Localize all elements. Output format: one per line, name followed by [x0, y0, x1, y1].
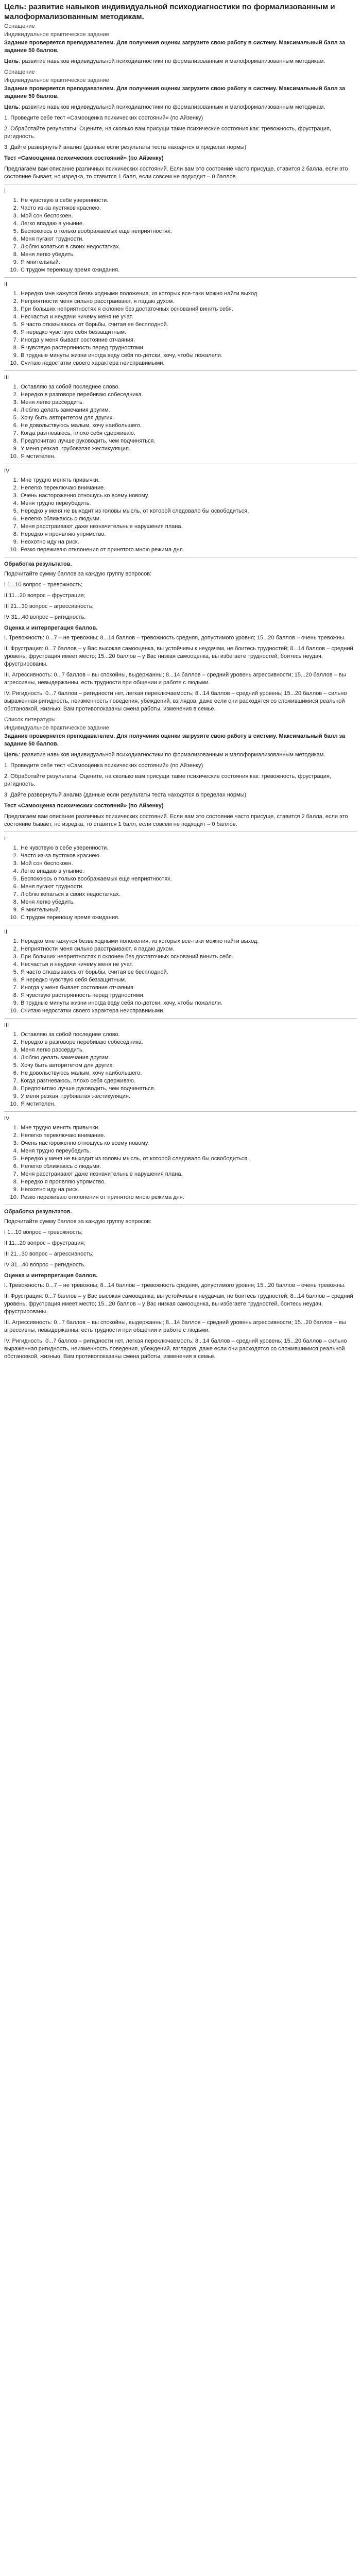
question-item: 9. У меня резкая, грубоватая жестикуляция.	[20, 1093, 357, 1100]
question-item: 1. Не чувствую в себе уверенности.	[20, 197, 357, 205]
question-list	[4, 197, 357, 274]
page-title: Цель: развитие навыков индивидуальной психодиагностики по формализованным и малоформализованным методикам.	[4, 3, 335, 21]
paragraph: 3. Дайте развернутый анализ (данные если результаты теста находятся в пределах нормы)	[4, 792, 247, 798]
meta-line: Индивидуальное практическое задание	[4, 77, 109, 83]
paragraph: IV. Ригидность: 0...7 баллов – ригидности нет, легкая переключаемость; 8...14 баллов – средний уровень; 15...20 баллов – сильно выраженная ригидность, неизменность поведения, убеждений, взглядов, даже если они расходятся со сложившимися реальной обстановкой, жизнью. Вам противопоказаны смена работы, изменения в семье.	[4, 1338, 347, 1360]
question-item: 3. Меня легко рассердить.	[20, 399, 357, 406]
question-item: 5. Беспокоюсь о только воображаемых еще неприятностях.	[20, 228, 357, 235]
group-numeral: IV	[4, 468, 10, 474]
meta-line: Индивидуальное практическое задание	[4, 725, 109, 731]
question-item: 3. При больших неприятностях я склонен без достаточных оснований винить себя.	[20, 953, 357, 961]
paragraph: 1. Проведите себе тест «Самооценка психических состояний» (по Айзенку)	[4, 115, 203, 121]
paragraph: 2. Обработайте результаты. Оцените, на сколько вам присущи такие психические состояния как: тревожность, фрустрация, ригидность.	[4, 126, 332, 140]
goal-paragraph	[4, 104, 357, 111]
paragraph: III. Агрессивность: 0...7 баллов – вы спокойны, выдержанны; 8...14 баллов – средний уровень агрессивности; 15...20 баллов – вы агрессивны, невыдержанны, есть трудности при общении и работе с людьми.	[4, 672, 346, 686]
question-item: 4. Несчастья и неудачи ничему меня не учат.	[20, 313, 357, 321]
question-item: 5. Беспокоюсь о только воображаемых еще неприятностях.	[20, 875, 357, 883]
paragraph: IV 31...40 вопрос – ригидность.	[4, 614, 86, 620]
question-item: 7. Иногда у меня бывает состояние отчаяния.	[20, 984, 357, 992]
question-item: 7. Когда разгневаюсь, плохо себя сдерживаю.	[20, 430, 357, 437]
question-item: 3. Очень настороженно отношусь ко всему новому.	[20, 1140, 357, 1147]
question-item: 1. Мне трудно менять привычки.	[20, 1124, 357, 1132]
question-item: 10. Резко переживаю отклонения от принятого мною режима дня.	[20, 546, 357, 554]
question-item: 5. Я часто отказываюсь от борьбы, считая ее бесплодной.	[20, 969, 357, 976]
question-item: 7. Когда разгневаюсь, плохо себя сдерживаю.	[20, 1077, 357, 1085]
question-item: 10. Считаю недостатки своего характера неисправимыми.	[20, 360, 357, 367]
question-list	[4, 290, 357, 367]
divider	[4, 1111, 357, 1112]
group-numeral: I	[4, 188, 6, 194]
paragraph: 3. Дайте развернутый анализ (данные если результаты теста находятся в пределах нормы)	[4, 144, 247, 150]
paragraph: Подсчитайте сумму баллов за каждую группу вопросов:	[4, 1218, 152, 1225]
document-body	[4, 23, 357, 1361]
question-item: 7. Люблю копаться в своих недостатках.	[20, 891, 357, 899]
goal-label: Цель	[4, 58, 19, 64]
section-title: Обработка результатов.	[4, 1209, 72, 1215]
question-item: 5. Хочу быть авторитетом для других.	[20, 414, 357, 422]
question-item: 9. В трудные минуты жизни иногда веду себя по-детски, хочу, чтобы пожалели.	[20, 352, 357, 360]
question-item: 9. Неохотно иду на риск.	[20, 1186, 357, 1194]
question-item: 1. Нередко мне кажутся безвыходными положения, из которых все-таки можно найти выход.	[20, 938, 357, 945]
paragraph: II. Фрустрация: 0...7 баллов – у Вас высокая самооценка, вы устойчивы к неудачам, не боитесь трудностей; 8...14 баллов – средний уровень, фрустрация имеет место; 15...20 баллов – у Вас низкая самооценка, вы избегаете трудностей, боитесь неудач, фрустрированы.	[4, 1293, 353, 1315]
question-item: 8. Нередко я проявляю упрямство.	[20, 531, 357, 538]
question-item: 6. Не довольствуюсь малым, хочу наибольшего.	[20, 1070, 357, 1077]
question-item: 4. Меня трудно переубедить.	[20, 1147, 357, 1155]
divider	[4, 370, 357, 371]
question-item: 2. Нередко в разговоре перебиваю собеседника.	[20, 1039, 357, 1046]
question-item: 1. Нередко мне кажутся безвыходными положения, из которых все-таки можно найти выход.	[20, 290, 357, 298]
goal-paragraph	[4, 58, 357, 65]
meta-line: Оснащение	[4, 23, 35, 29]
question-item: 9. Я мнительный.	[20, 906, 357, 914]
goal-label: Цель	[4, 752, 19, 758]
paragraph: Подсчитайте сумму баллов за каждую группу вопросов:	[4, 571, 152, 577]
question-item: 6. Нелегко сближаюсь с людьми.	[20, 1163, 357, 1171]
paragraph: IV. Ригидность: 0...7 баллов – ригидности нет, легкая переключаемость; 8...14 баллов – средний уровень; 15...20 баллов – сильно выраженная ригидность, неизменность поведения, убеждений, взглядов, даже если они расходятся со сложившимися реальной обстановкой, жизнью. Вам противопоказаны смена работы, изменения в семье.	[4, 690, 347, 712]
question-item: 5. Нередко у меня не выходит из головы мысль, от которой следовало бы освободиться.	[20, 1155, 357, 1163]
question-item: 3. При больших неприятностях я склонен без достаточных оснований винить себя.	[20, 306, 357, 313]
question-item: 10. Считаю недостатки своего характера неисправимыми.	[20, 1007, 357, 1015]
question-list	[4, 938, 357, 1015]
goal-paragraph	[4, 751, 357, 759]
section-title: Оценка и интерпретация баллов.	[4, 1273, 98, 1279]
paragraph: 2. Обработайте результаты. Оцените, на сколько вам присущи такие психические состояния как: тревожность, фрустрация, ригидность.	[4, 773, 332, 787]
question-item: 10. Я мстителен.	[20, 1100, 357, 1108]
question-item: 10. Резко переживаю отклонения от принятого мною режима дня.	[20, 1194, 357, 1201]
group-numeral: IV	[4, 1115, 10, 1122]
question-item: 7. Иногда у меня бывает состояние отчаяния.	[20, 336, 357, 344]
question-list	[4, 1031, 357, 1108]
question-item: 6. Я нередко чувствую себя беззащитным.	[20, 329, 357, 336]
question-item: 2. Часто из-за пустяков краснею.	[20, 205, 357, 212]
question-item: 3. Мой сон беспокоен.	[20, 860, 357, 868]
question-item: 4. Люблю делать замечания другим.	[20, 1054, 357, 1062]
question-item: 8. Предпочитаю лучше руководить, чем подчиняться.	[20, 1085, 357, 1093]
goal-text: : развитие навыков индивидуальной психодиагностики по формализованным и малоформализованным методикам.	[19, 58, 325, 64]
question-item: 3. Меня легко рассердить.	[20, 1046, 357, 1054]
paragraph: II. Фрустрация: 0...7 баллов – у Вас высокая самооценка, вы устойчивы к неудачам, не боитесь трудностей; 8...14 баллов – средний уровень, фрустрация имеет место; 15...20 баллов – у Вас низкая самооценка, вы избегаете трудностей, боитесь неудач, фрустрированы.	[4, 646, 353, 667]
question-item: 4. Легко впадаю в уныние.	[20, 868, 357, 875]
paragraph: IV 31...40 вопрос – ригидность.	[4, 1262, 86, 1268]
group-numeral: II	[4, 281, 8, 287]
question-item: 2. Нелегко переключаю внимание.	[20, 484, 357, 492]
question-item: 1. Оставляю за собой последнее слово.	[20, 383, 357, 391]
question-item: 3. Мой сон беспокоен.	[20, 212, 357, 220]
bold-notice: Задание проверяется преподавателем. Для получения оценки загрузите свою работу в систему. Максимальный балл за задание 50 баллов.	[4, 86, 346, 99]
question-item: 2. Нередко в разговоре перебиваю собеседника.	[20, 391, 357, 399]
question-item: 6. Меня пугают трудности.	[20, 235, 357, 243]
question-item: 8. Нередко я проявляю упрямство.	[20, 1178, 357, 1186]
question-list	[4, 1124, 357, 1201]
question-item: 9. Я мнительный.	[20, 259, 357, 266]
paragraph: II 11...20 вопрос – фрустрация;	[4, 1240, 85, 1246]
question-item: 8. Меня легко убедить.	[20, 899, 357, 906]
question-item: 10. Я мстителен.	[20, 453, 357, 461]
group-numeral: III	[4, 375, 9, 381]
question-item: 7. Люблю копаться в своих недостатках.	[20, 243, 357, 251]
paragraph: III 21...30 вопрос – агрессивность;	[4, 603, 94, 609]
paragraph: I. Тревожность: 0...7 – не тревожны; 8...14 баллов – тревожность средняя, допустимого уровня; 15...20 баллов – очень тревожны.	[4, 635, 346, 641]
question-item: 1. Мне трудно менять привычки.	[20, 477, 357, 484]
meta-line: Список литературы	[4, 717, 56, 723]
question-item: 7. Меня расстраивают даже незначительные нарушения плана.	[20, 523, 357, 531]
question-item: 8. Я чувствую растерянность перед трудностями.	[20, 344, 357, 352]
question-item: 6. Нелегко сближаюсь с людьми.	[20, 515, 357, 523]
question-list	[4, 477, 357, 554]
question-item: 1. Оставляю за собой последнее слово.	[20, 1031, 357, 1039]
bold-notice: Тест «Самооценка психических состояний» (по Айзенку)	[4, 155, 164, 161]
bold-notice: Задание проверяется преподавателем. Для получения оценки загрузите свою работу в систему. Максимальный балл за задание 50 баллов.	[4, 40, 346, 54]
meta-line: Индивидуальное практическое задание	[4, 31, 109, 38]
question-item: 2. Часто из-за пустяков краснею.	[20, 852, 357, 860]
divider	[4, 277, 357, 278]
meta-line: Оснащение	[4, 69, 35, 75]
group-numeral: III	[4, 1022, 9, 1028]
section-title: Оценка и интерпретация баллов.	[4, 625, 98, 631]
question-item: 5. Нередко у меня не выходит из головы мысль, от которой следовало бы освободиться.	[20, 507, 357, 515]
paragraph: I. Тревожность: 0...7 – не тревожны; 8...14 баллов – тревожность средняя, допустимого уровня; 15...20 баллов – очень тревожны.	[4, 1282, 346, 1289]
question-item: 8. Меня легко убедить.	[20, 251, 357, 259]
group-numeral: I	[4, 836, 6, 842]
goal-text: : развитие навыков индивидуальной психодиагностики по формализованным и малоформализованным методикам.	[19, 752, 325, 758]
question-item: 4. Меня трудно переубедить.	[20, 500, 357, 507]
question-item: 4. Люблю делать замечания другим.	[20, 406, 357, 414]
question-item: 2. Нелегко переключаю внимание.	[20, 1132, 357, 1140]
question-item: 9. Неохотно иду на риск.	[20, 538, 357, 546]
paragraph: 1. Проведите себе тест «Самооценка психических состояний» (по Айзенку)	[4, 762, 203, 769]
paragraph: Предлагаем вам описание различных психических состояний. Если вам это состояние часто присуще, ставится 2 балла, если это состояние бывает, но изредка, то ставится 1 балл, если совсем не подходит – 0 баллов.	[4, 166, 348, 180]
paragraph: III. Агрессивность: 0...7 баллов – вы спокойны, выдержанны; 8...14 баллов – средний уровень агрессивности; 15...20 баллов – вы агрессивны, невыдержанны, есть трудности при общении и работе с людьми.	[4, 1319, 346, 1333]
question-item: 9. В трудные минуты жизни иногда веду себя по-детски, хочу, чтобы пожалели.	[20, 999, 357, 1007]
paragraph: I 1...10 вопрос – тревожность;	[4, 1229, 83, 1235]
question-item: 8. Предпочитаю лучше руководить, чем подчиняться.	[20, 437, 357, 445]
question-item: 3. Очень настороженно отношусь ко всему новому.	[20, 492, 357, 500]
question-item: 6. Я нередко чувствую себя беззащитным.	[20, 976, 357, 984]
question-item: 2. Неприятности меня сильно расстраивают, я падаю духом.	[20, 945, 357, 953]
question-item: 6. Меня пугают трудности.	[20, 883, 357, 891]
question-item: 4. Несчастья и неудачи ничему меня не учат.	[20, 961, 357, 969]
bold-notice: Тест «Самооценка психических состояний» (по Айзенку)	[4, 803, 164, 809]
bold-notice: Задание проверяется преподавателем. Для получения оценки загрузите свою работу в систему. Максимальный балл за задание 50 баллов.	[4, 733, 346, 747]
question-list	[4, 844, 357, 922]
goal-label: Цель	[4, 104, 19, 110]
question-list	[4, 383, 357, 461]
goal-text: : развитие навыков индивидуальной психодиагностики по формализованным и малоформализованным методикам.	[19, 104, 325, 110]
question-item: 10. С трудом переношу время ожидания.	[20, 266, 357, 274]
question-item: 4. Легко впадаю в уныние.	[20, 220, 357, 228]
question-item: 1. Не чувствую в себе уверенности.	[20, 844, 357, 852]
question-item: 6. Не довольствуюсь малым, хочу наибольшего.	[20, 422, 357, 430]
question-item: 7. Меня расстраивают даже незначительные нарушения плана.	[20, 1171, 357, 1178]
group-numeral: II	[4, 929, 8, 935]
question-item: 2. Неприятности меня сильно расстраивают, я падаю духом.	[20, 298, 357, 306]
paragraph: Предлагаем вам описание различных психических состояний. Если вам это состояние часто присуще, ставится 2 балла, если это состояние бывает, но изредка, то ставится 1 балл, если совсем не подходит – 0 баллов.	[4, 814, 348, 827]
question-item: 9. У меня резкая, грубоватая жестикуляция.	[20, 445, 357, 453]
question-item: 5. Хочу быть авторитетом для других.	[20, 1062, 357, 1070]
paragraph: III 21...30 вопрос – агрессивность;	[4, 1251, 94, 1257]
paragraph: II 11...20 вопрос – фрустрация;	[4, 592, 85, 599]
question-item: 8. Я чувствую растерянность перед трудностями.	[20, 992, 357, 999]
section-title: Обработка результатов.	[4, 561, 72, 567]
paragraph: I 1...10 вопрос – тревожность;	[4, 582, 83, 588]
question-item: 5. Я часто отказываюсь от борьбы, считая ее бесплодной.	[20, 321, 357, 329]
divider	[4, 1018, 357, 1019]
question-item: 10. С трудом переношу время ожидания.	[20, 914, 357, 922]
